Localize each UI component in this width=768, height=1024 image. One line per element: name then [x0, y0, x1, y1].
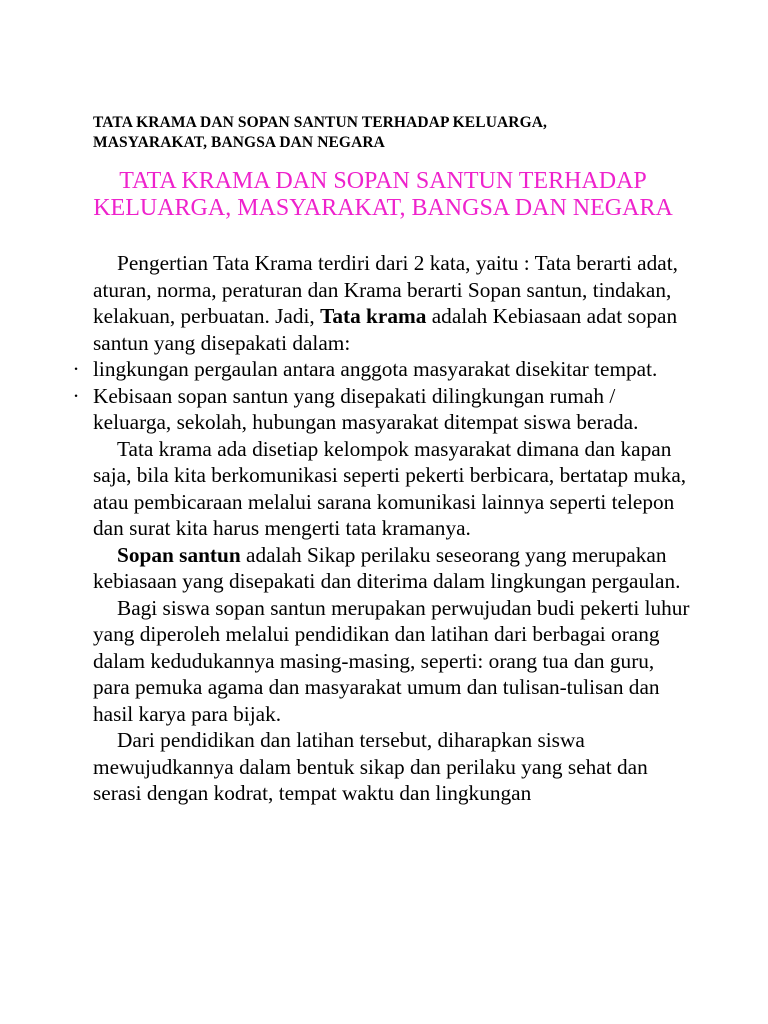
paragraph-dari-pendidikan: Dari pendidikan dan latihan tersebut, diharapkan siswa mewujudkannya dalam bentuk sikap dan perilaku yang sehat dan serasi dengan kodrat, tempat waktu dan lingkungan	[93, 728, 648, 805]
bullet-dot-icon: ·	[72, 383, 80, 408]
intro-text-start: Pengertian Tata Krama terdiri dari 2 kata, yaitu : Tata berarti adat, aturan, norma, peraturan dan Krama berarti Sopan santun, tindakan, kelakuan, perbuatan. Jadi,	[93, 251, 678, 328]
bullet-item-1	[72, 356, 693, 383]
intro-paragraph	[93, 250, 693, 356]
bullet-text: lingkungan pergaulan antara anggota masyarakat disekitar tempat.	[93, 357, 658, 381]
document-main-title: TATA KRAMA DAN SOPAN SANTUN TERHADAP KELUARGA, MASYARAKAT, BANGSA DAN NEGARA	[93, 168, 673, 221]
bullet-item-2	[72, 383, 693, 436]
bullet-text: Kebisaan sopan santun yang disepakati dilingkungan rumah / keluarga, sekolah, hubungan masyarakat ditempat siswa berada.	[93, 383, 639, 434]
term-tata-krama: Tata krama	[320, 304, 427, 328]
bullet-dot-icon: ·	[72, 357, 80, 381]
paragraph-tata-krama: Tata krama ada disetiap kelompok masyarakat dimana dan kapan saja, bila kita berkomunikasi seperti pekerti berbicara, bertatap muka, atau pembicaraan melalui sarana komunikasi lainnya seperti telepon dan surat kita harus mengerti tata kramanya.	[93, 436, 687, 540]
paragraph-bagi-siswa: Bagi siswa sopan santun merupakan perwujudan budi pekerti luhur yang diperoleh melalui pendidikan dan latihan dari berbagai orang dalam kedudukannya masing-masing, seperti: orang tua dan guru, para pemuka agama dan masyarakat umum dan tulisan-tulisan dan hasil karya para bijak.	[93, 595, 690, 726]
term-sopan-santun: Sopan santun	[117, 542, 241, 567]
sopan-santun-definition: adalah Sikap perilaku seseorang yang merupakan kebiasaan yang disepakati dan diterima dalam lingkungan pergaulan.	[93, 542, 681, 593]
paragraph-sopan-santun	[93, 542, 693, 595]
intro-text-end: adalah Kebiasaan adat sopan santun yang disepakati dalam:	[93, 304, 678, 355]
document-body	[72, 250, 693, 807]
document-header-title: TATA KRAMA DAN SOPAN SANTUN TERHADAP KELUARGA, MASYARAKAT, BANGSA DAN NEGARA	[93, 114, 547, 151]
